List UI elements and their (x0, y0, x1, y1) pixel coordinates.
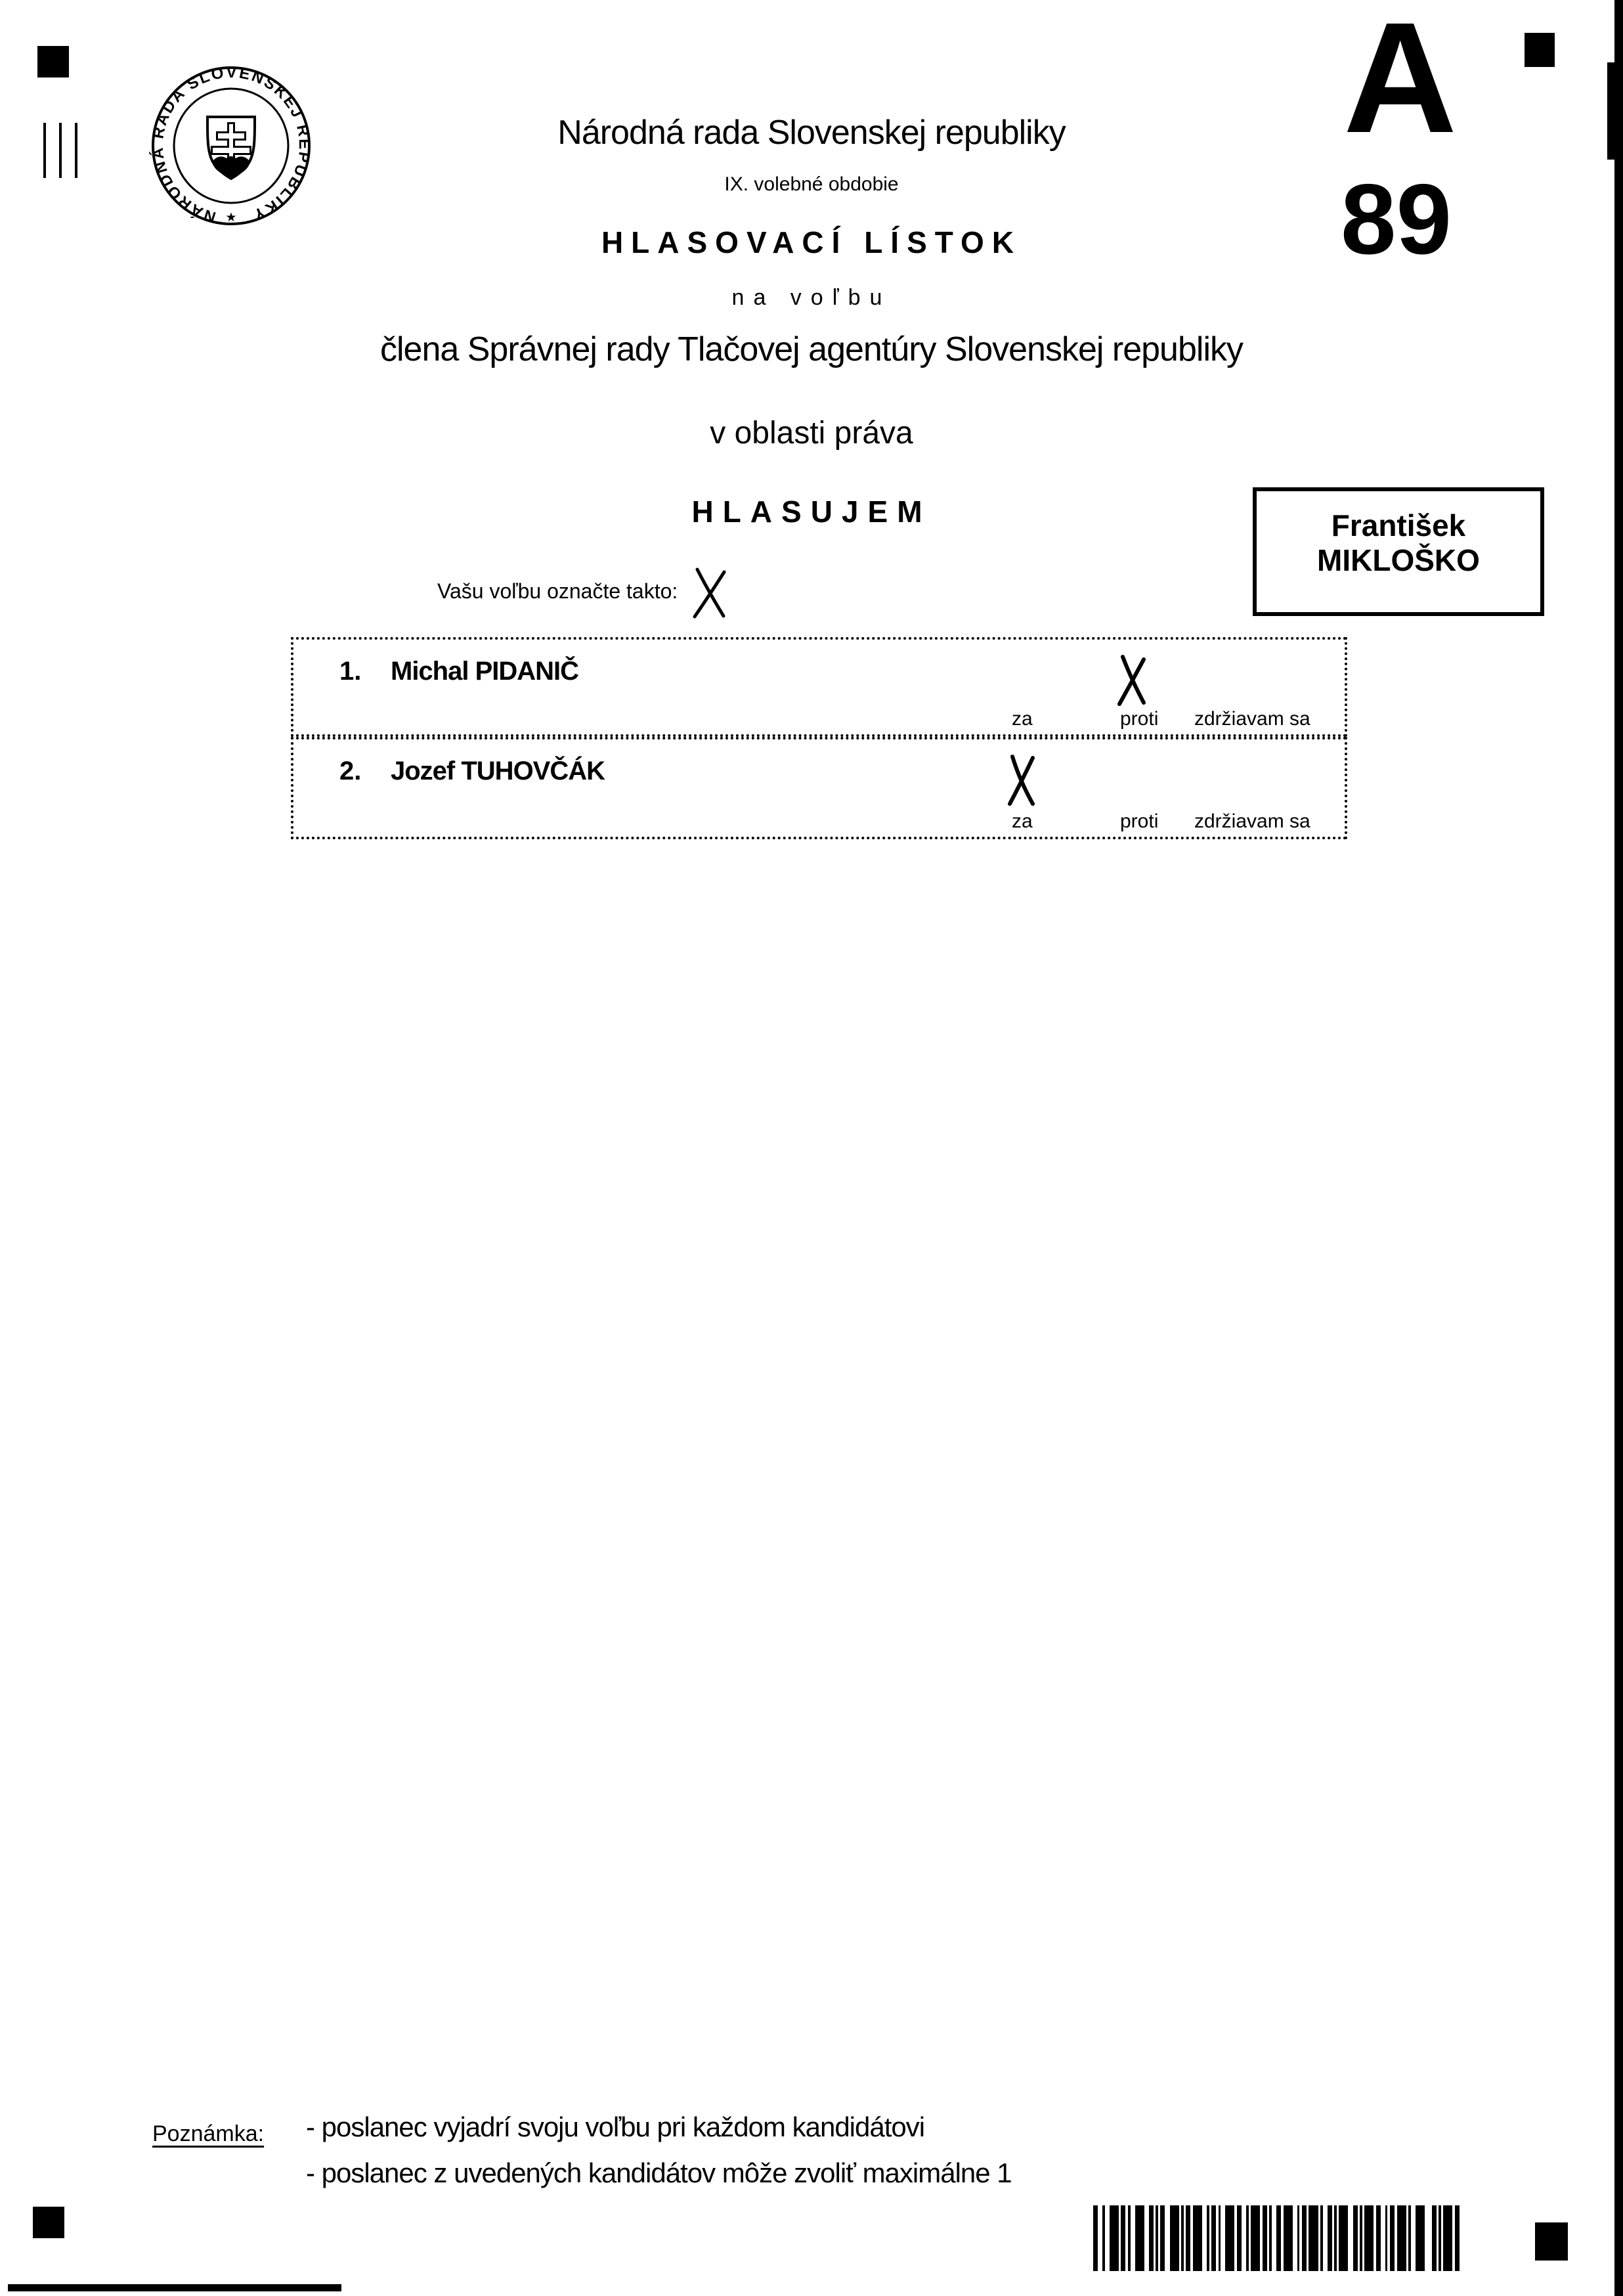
note-line-1: - poslanec vyjadrí svoju voľbu pri každom kandidátovi (306, 2111, 925, 2142)
candidate-name: Jozef TUHOVČÁK (391, 757, 605, 785)
subtitle-field: v oblasti práva (710, 416, 913, 451)
candidate-name: Michal PIDANIČ (391, 657, 579, 686)
option-proti: proti (1120, 708, 1159, 730)
note-line-2: - poslanec z uvedených kandidátov môže zvoliť maximálne 1 (306, 2157, 1012, 2188)
subtitle-office: člena Správnej rady Tlačovej agentúry Slovenskej republiky (379, 330, 1243, 368)
option-zdrziavam-sa: zdržiavam sa (1194, 810, 1310, 832)
registration-square-top-left (37, 46, 69, 77)
seal-star-icon: ★ (225, 211, 237, 225)
ballot-number: 89 (1341, 164, 1452, 275)
document-title: HLASOVACÍ LÍSTOK (601, 225, 1022, 259)
option-proti: proti (1120, 810, 1159, 832)
note-label: Poznámka: (152, 2121, 265, 2146)
option-zdrziavam-sa: zdržiavam sa (1194, 708, 1310, 730)
registration-square-bottom-right (1535, 2222, 1568, 2261)
vote-heading: HLASUJEM (691, 495, 932, 529)
voter-name-box (1253, 487, 1544, 616)
barcode (1093, 2205, 1464, 2271)
subtitle-for: na voľbu (731, 285, 892, 310)
voter-last-name: MIKLOŠKO (1317, 543, 1480, 578)
candidate-row (291, 637, 1347, 737)
option-za: za (1012, 708, 1033, 730)
ballot-letter: A (1343, 0, 1458, 166)
voter-first-name: František (1331, 508, 1466, 542)
option-za: za (1012, 810, 1033, 832)
scan-bottom-line (8, 2284, 341, 2291)
candidate-row (291, 737, 1347, 839)
registration-square-top-right (1525, 33, 1555, 67)
candidate-number: 1. (339, 657, 362, 686)
sample-x-mark (687, 566, 734, 619)
candidate-number: 2. (339, 757, 362, 785)
registration-square-bottom-left (33, 2207, 64, 2238)
election-term: IX. volebné obdobie (724, 173, 899, 195)
seal-text: NÁRODNÁ RADA SLOVENSKEJ REPUBLIKY (148, 63, 314, 227)
mark-instruction: Vašu voľbu označte takto: (437, 579, 678, 603)
vote-x-mark (1114, 654, 1152, 707)
vote-x-mark (1004, 754, 1042, 806)
org-title: Národná rada Slovenskej republiky (557, 114, 1066, 152)
